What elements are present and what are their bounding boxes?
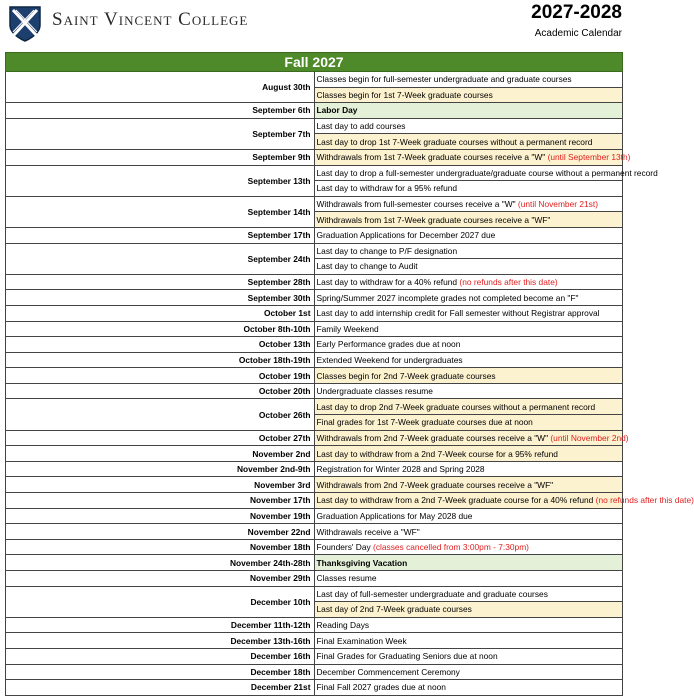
calendar-year: 2027-2028 [531,2,622,23]
event-description [314,134,623,150]
calendar-subtitle: Academic Calendar [534,28,622,39]
event-date: October 18th-19th [6,352,315,368]
event-date: October 8th-10th [6,321,315,337]
event-text: Labor Day [316,105,358,116]
event-description [314,368,623,384]
calendar-row [6,165,623,181]
event-text: Final grades for 1st 7-Week graduate courses due at noon [316,417,533,428]
event-description [314,321,623,337]
calendar-row [6,664,623,680]
term-title: Fall 2027 [6,53,623,72]
event-text: Reading Days [316,620,370,631]
event-description [314,118,623,134]
event-text: Withdrawals from 2nd 7-Week graduate courses receive a "W" [316,432,551,443]
calendar-row [6,461,623,477]
event-date: December 11th-12th [6,617,315,633]
event-description [314,617,623,633]
event-description [314,352,623,368]
event-note: (no refunds after this date) [459,277,558,288]
calendar-row [6,648,623,664]
event-description [314,508,623,524]
calendar-row [6,72,623,88]
event-date: November 24th-28th [6,555,315,571]
event-text: Classes begin for full-semester undergraduate and graduate courses [316,74,572,85]
event-description [314,181,623,197]
calendar-row [6,118,623,134]
event-text: Withdrawals from full-semester courses receive a "W" [316,199,518,210]
event-description [314,633,623,649]
event-date: September 6th [6,103,315,119]
event-text: Last day of 2nd 7-Week graduate courses [316,604,472,615]
calendar-row [6,305,623,321]
event-note: (classes cancelled from 3:00pm - 7:30pm) [373,542,529,553]
event-date: September 24th [6,243,315,274]
page-header [0,0,628,52]
calendar-row [6,493,623,509]
event-description [314,383,623,399]
event-description [314,539,623,555]
event-text: Last day to add internship credit for Fall semester without Registrar approval [316,308,600,319]
calendar-row [6,680,623,696]
event-date: November 2nd-9th [6,461,315,477]
academic-calendar [5,52,694,696]
event-date: November 29th [6,571,315,587]
event-date: December 13th-16th [6,633,315,649]
event-date: September 9th [6,149,315,165]
event-text: Last day to drop 1st 7-Week graduate courses without a permanent record [316,136,593,147]
calendar-row [6,399,623,415]
calendar-row [6,446,623,462]
event-date: September 7th [6,118,315,149]
calendar-row [6,539,623,555]
calendar-row [6,103,623,119]
calendar-row [6,383,623,399]
event-description [314,165,658,181]
event-date: August 30th [6,72,315,103]
calendar-row [6,524,623,540]
event-text: Registration for Winter 2028 and Spring 2028 [316,464,485,475]
event-text: Last day of full-semester undergraduate and graduate courses [316,588,548,599]
event-text: Last day to withdraw from a 2nd 7-Week graduate course for a 40% refund [316,495,596,506]
event-text: Withdrawals from 1st 7-Week graduate courses receive a "WF" [316,214,551,225]
event-text: Family Weekend [316,323,379,334]
event-date: October 1st [6,305,315,321]
event-text: December Commencement Ceremony [316,666,460,677]
event-note: (until November 2nd) [550,432,629,443]
event-description [314,212,623,228]
event-text: Last day to withdraw for a 40% refund [316,277,460,288]
event-date: December 18th [6,664,315,680]
event-note: (until November 21st) [517,199,598,210]
event-text: Graduation Applications for December 2027 due [316,230,496,241]
event-text: Last day to change to Audit [316,261,418,272]
event-text: Founders' Day [316,542,374,553]
event-text: Final Fall 2027 grades due at noon [316,682,446,693]
calendar-row [6,571,623,587]
event-text: Final Grades for Graduating Seniors due at noon [316,651,498,662]
event-description [314,602,623,618]
event-description [314,571,623,587]
event-text: Thanksgiving Vacation [316,557,408,568]
event-date: November 3rd [6,477,315,493]
calendar-row [6,352,623,368]
event-description [314,72,623,88]
calendar-row [6,321,623,337]
event-date: September 14th [6,196,315,227]
calendar-row [6,274,623,290]
event-date: November 19th [6,508,315,524]
calendar-row [6,430,623,446]
event-description [314,586,623,602]
event-date: November 17th [6,493,315,509]
event-text: Classes begin for 1st 7-Week graduate courses [316,89,493,100]
calendar-row [6,290,623,306]
event-description [314,243,623,259]
calendar-row [6,227,623,243]
event-date: October 13th [6,337,315,353]
event-description [314,461,623,477]
calendar-row [6,337,623,353]
term-title-row [6,53,623,72]
event-description [314,415,623,431]
event-text: Extended Weekend for undergraduates [316,354,463,365]
event-text: Withdrawals receive a "WF" [316,526,420,537]
event-description [314,648,623,664]
event-text: Last day to add courses [316,121,406,132]
event-description [314,477,623,493]
calendar-row [6,586,623,602]
event-description [314,555,623,571]
calendar-row [6,196,623,212]
event-date: November 22nd [6,524,315,540]
event-text: Withdrawals from 2nd 7-Week graduate courses receive a "WF" [316,479,554,490]
shield-icon [8,5,42,43]
event-date: September 13th [6,165,315,196]
calendar-row [6,508,623,524]
calendar-row [6,368,623,384]
event-date: November 18th [6,539,315,555]
event-description [314,446,623,462]
event-description [314,399,623,415]
event-text: Undergraduate classes resume [316,386,433,397]
event-text: Last day to drop a full-semester undergraduate/graduate course without a permanent record [316,167,658,178]
calendar-row [6,633,623,649]
event-text: Final Examination Week [316,635,407,646]
event-text: Spring/Summer 2027 incomplete grades not completed become an "F" [316,292,579,303]
calendar-table [5,52,694,696]
calendar-row [6,243,623,259]
event-description [314,430,629,446]
event-date: October 19th [6,368,315,384]
event-description [314,259,623,275]
event-date: September 28th [6,274,315,290]
event-description [314,664,623,680]
event-description [314,103,623,119]
event-description [314,87,623,103]
event-text: Last day to withdraw from a 2nd 7-Week course for a 95% refund [316,448,558,459]
event-description [314,149,631,165]
event-note: (until September 13th) [547,152,631,163]
event-note: (no refunds after this date) [595,495,694,506]
event-description [314,680,623,696]
event-date: October 26th [6,399,315,430]
event-description [314,227,623,243]
calendar-row [6,555,623,571]
event-description [314,290,623,306]
event-description [314,305,623,321]
event-description [314,274,623,290]
event-date: November 2nd [6,446,315,462]
event-date: December 10th [6,586,315,617]
event-date: September 30th [6,290,315,306]
event-text: Last day to change to P/F designation [316,245,458,256]
event-text: Classes begin for 2nd 7-Week graduate courses [316,370,496,381]
event-date: December 16th [6,648,315,664]
calendar-row [6,617,623,633]
calendar-row [6,149,623,165]
college-name: Saint Vincent College [52,9,249,30]
event-text: Classes resume [316,573,377,584]
event-date: October 27th [6,430,315,446]
event-text: Last day to withdraw for a 95% refund [316,183,458,194]
event-description [314,524,623,540]
event-description [314,337,623,353]
event-text: Withdrawals from 1st 7-Week graduate courses receive a "W" [316,152,548,163]
event-date: October 20th [6,383,315,399]
event-description [314,196,623,212]
calendar-row [6,477,623,493]
event-description [314,493,694,509]
event-text: Graduation Applications for May 2028 due [316,510,473,521]
event-text: Last day to drop 2nd 7-Week graduate courses without a permanent record [316,401,596,412]
event-text: Early Performance grades due at noon [316,339,461,350]
event-date: September 17th [6,227,315,243]
event-date: December 21st [6,680,315,696]
